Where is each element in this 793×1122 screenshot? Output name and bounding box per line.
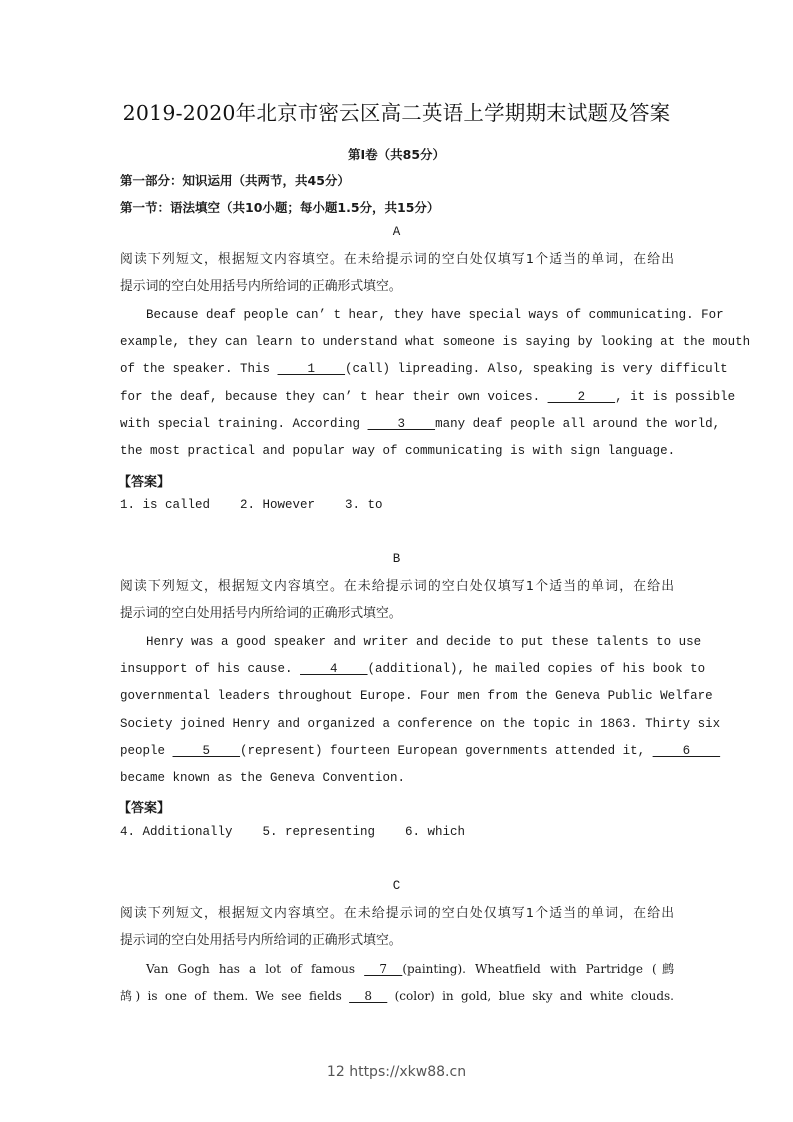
passage-b-line: Society joined Henry and organized a conference on the topic in 1863. Thirty six bbox=[120, 717, 721, 731]
blank-6: 6 bbox=[652, 744, 721, 758]
passage-b-line: became known as the Geneva Convention. bbox=[120, 771, 406, 785]
page-number: 12 bbox=[326, 1064, 345, 1080]
blank-5: 5 bbox=[172, 744, 241, 758]
blank-8: 8 bbox=[349, 989, 388, 1003]
blank-4: 4 bbox=[300, 662, 368, 676]
passage-b-instruction-2: 提示词的空白处用括号内所给词的正确形式填空。 bbox=[120, 606, 402, 621]
passage-a-line: example, they can learn to understand what someone is saying by looking at the mouth bbox=[120, 335, 751, 349]
answers-a: 1. is called 2. However 3. to bbox=[120, 498, 383, 512]
answer-label-a: 【答案】 bbox=[118, 475, 171, 490]
passage-b-line: Henry was a good speaker and writer and decide to put these talents to use bbox=[146, 635, 702, 649]
answer-label-b: 【答案】 bbox=[118, 801, 171, 816]
passage-c-line: 鸪) is one of them. We see fields 8 (color) in gold, blue sky and white clouds. bbox=[120, 989, 674, 1003]
blank-7: 7 bbox=[364, 962, 403, 976]
section-heading: 第一节：语法填空（共10小题；每小题1.5分，共15分） bbox=[120, 200, 440, 215]
document-title: 2019-2020年北京市密云区高二英语上学期期末试题及答案 bbox=[122, 101, 671, 125]
passage-a-line: of the speaker. This 1 (call) lipreading. Also, speaking is very difficult bbox=[120, 362, 728, 376]
passage-c-letter: C bbox=[392, 879, 401, 893]
passage-a-line: for the deaf, because they can’ t hear their own voices. 2 , it is possible bbox=[120, 390, 736, 404]
passage-a-line: Because deaf people can’ t hear, they have special ways of communicating. For bbox=[146, 308, 724, 322]
passage-a-line: the most practical and popular way of communicating is with sign language. bbox=[120, 444, 676, 458]
answers-b: 4. Additionally 5. representing 6. which bbox=[120, 825, 466, 839]
passage-b-instruction-1: 阅读下列短文，根据短文内容填空。在未给提示词的空白处仅填写1个适当的单词，在给出 bbox=[120, 579, 674, 594]
passage-c-line: Van Gogh has a lot of famous 7 (painting). Wheatfield with Partridge (鹧 bbox=[146, 962, 675, 976]
passage-b-line: people 5 (represent) fourteen European governments attended it, 6 bbox=[120, 744, 721, 758]
page-footer bbox=[0, 1064, 793, 1080]
passage-b-line: insupport of his cause. 4 (additional), he mailed copies of his book to bbox=[120, 662, 706, 676]
volume-heading: 第I卷（共85分） bbox=[347, 147, 446, 162]
blank-2: 2 bbox=[547, 390, 616, 404]
passage-c-instruction-2: 提示词的空白处用括号内所给词的正确形式填空。 bbox=[120, 933, 402, 948]
passage-b-line: governmental leaders throughout Europe. Four men from the Geneva Public Welfare bbox=[120, 689, 713, 703]
passage-a-instruction-2: 提示词的空白处用括号内所给词的正确形式填空。 bbox=[120, 279, 402, 294]
passage-a-line: with special training. According 3 many deaf people all around the world, bbox=[120, 417, 721, 431]
part-heading: 第一部分：知识运用（共两节，共45分） bbox=[120, 173, 350, 188]
blank-3: 3 bbox=[367, 417, 436, 431]
passage-b-letter: B bbox=[392, 552, 401, 566]
passage-a-letter: A bbox=[392, 225, 401, 239]
passage-c-instruction-1: 阅读下列短文，根据短文内容填空。在未给提示词的空白处仅填写1个适当的单词，在给出 bbox=[120, 906, 674, 921]
footer-url[interactable]: https://xkw88.cn bbox=[349, 1064, 467, 1080]
blank-1: 1 bbox=[277, 362, 346, 376]
passage-a-instruction-1: 阅读下列短文，根据短文内容填空。在未给提示词的空白处仅填写1个适当的单词，在给出 bbox=[120, 252, 674, 267]
